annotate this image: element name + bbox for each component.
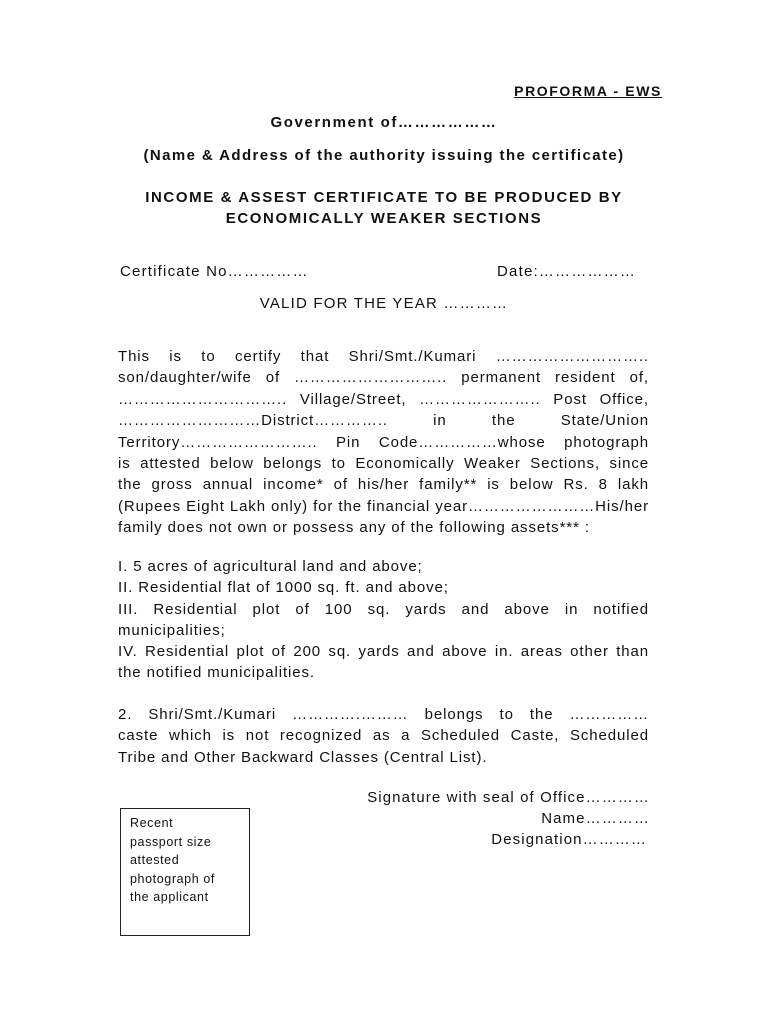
paragraph-line: Tribe and Other Backward Classes (Central List). bbox=[118, 748, 488, 766]
government-line: Government of……………… bbox=[270, 114, 498, 131]
asset-item: III. Residential plot of 100 sq. yards and above in notified bbox=[118, 600, 649, 618]
asset-item: municipalities; bbox=[118, 621, 226, 639]
paragraph-line: caste which is not recognized as a Scheduled Caste, Scheduled bbox=[118, 727, 649, 745]
paragraph-line: is attested below belongs to Economically Weaker Sections, since bbox=[118, 455, 649, 473]
photo-box-text: Recent bbox=[130, 816, 174, 830]
signatory-name-line: Name………… bbox=[541, 810, 650, 827]
signature-seal-line: Signature with seal of Office………… bbox=[367, 789, 650, 806]
certificate-title-line-2: ECONOMICALLY WEAKER SECTIONS bbox=[225, 210, 543, 227]
certification-paragraph bbox=[118, 346, 649, 539]
proforma-label: PROFORMA - EWS bbox=[514, 83, 662, 99]
date-field: Date:……………… bbox=[497, 263, 637, 280]
photo-box-text: passport size bbox=[130, 834, 212, 849]
paragraph-line: (Rupees Eight Lakh only) for the financial year……………………His/her bbox=[118, 497, 649, 515]
asset-item: the notified municipalities. bbox=[118, 664, 315, 682]
paragraph-line: the gross annual income* of his/her family** is below Rs. 8 lakh bbox=[118, 476, 649, 494]
signatory-designation-line: Designation………… bbox=[491, 831, 647, 848]
paragraph-line: This is to certify that Shri/Smt./Kumari ……………………….. bbox=[118, 348, 649, 365]
assets-list bbox=[118, 556, 649, 684]
certificate-number-field: Certificate No…………… bbox=[120, 263, 309, 280]
paragraph-line: ………………………….. Village/Street, ………………….. Post Office, bbox=[118, 390, 649, 408]
issuing-authority-line: (Name & Address of the authority issuing the certificate) bbox=[143, 147, 625, 164]
paragraph-line: ………………………District………….. in the State/Union bbox=[118, 412, 649, 430]
photo-box-text: photograph of bbox=[130, 871, 215, 886]
photograph-box bbox=[120, 808, 250, 936]
paragraph-line: Territory…………………….. Pin Code……………whose photograph bbox=[118, 433, 649, 451]
caste-paragraph bbox=[118, 704, 649, 768]
photo-box-text: the applicant bbox=[130, 890, 209, 904]
paragraph-line: 2. Shri/Smt./Kumari ………….……… belongs to the …………… bbox=[118, 706, 649, 723]
asset-item: IV. Residential plot of 200 sq. yards and above in. areas other than bbox=[118, 643, 649, 661]
asset-item: I. 5 acres of agricultural land and above; bbox=[118, 558, 423, 575]
asset-item: II. Residential flat of 1000 sq. ft. and above; bbox=[118, 579, 449, 597]
paragraph-line: family does not own or possess any of the following assets*** : bbox=[118, 519, 590, 537]
valid-year-field: VALID FOR THE YEAR ………… bbox=[259, 295, 509, 312]
certificate-title-line-1: INCOME & ASSEST CERTIFICATE TO BE PRODUCED BY bbox=[145, 189, 623, 206]
photo-box-text: attested bbox=[130, 853, 180, 867]
paragraph-line: son/daughter/wife of ……………………….. permanent resident of, bbox=[118, 369, 649, 387]
